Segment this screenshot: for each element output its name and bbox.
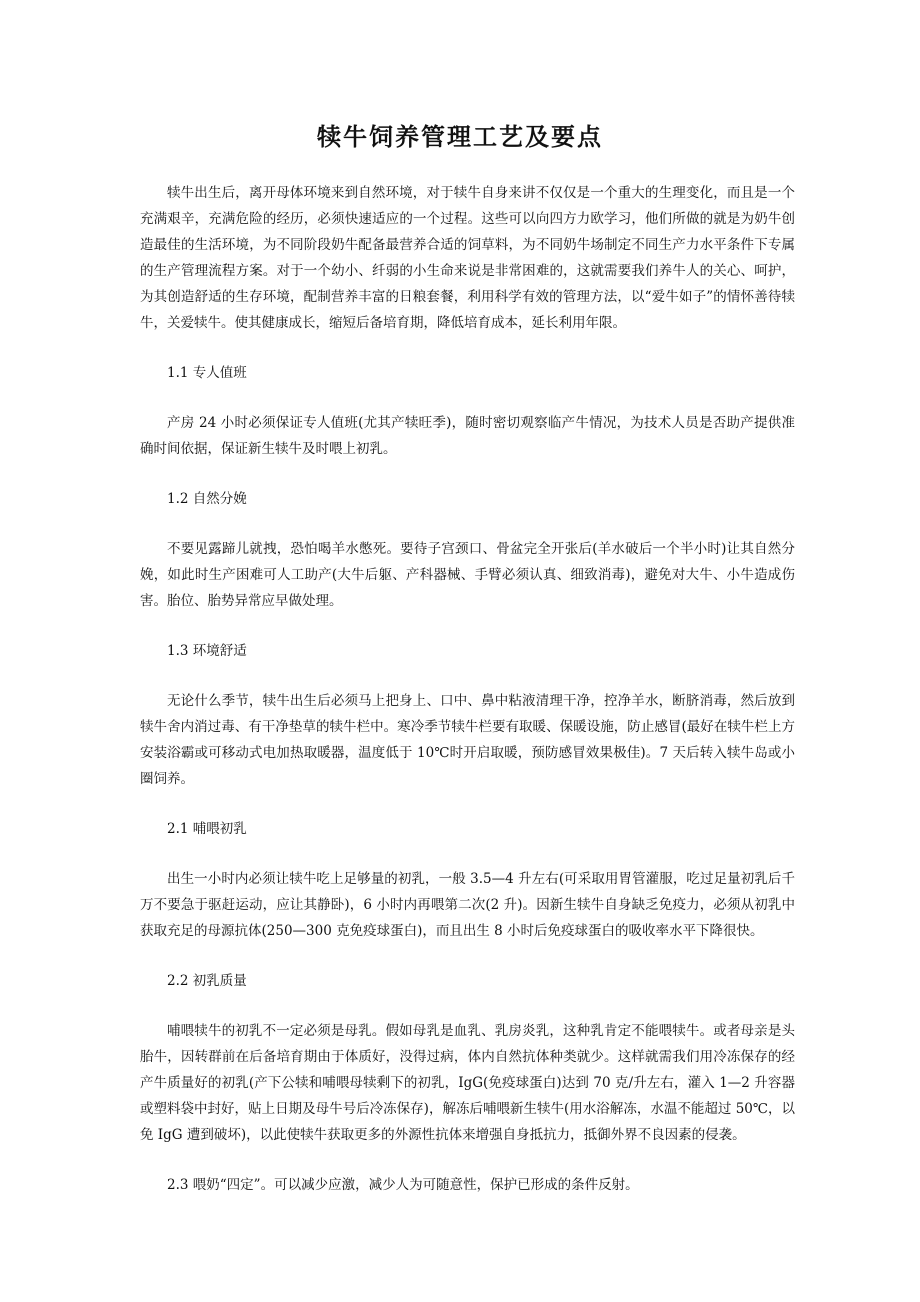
section-text-1-2: 不要见露蹄儿就拽，恐怕喝羊水憋死。要待子宫颈口、骨盆完全开张后(羊水破后一个半小时)让其自然分娩，如此时生产困难可人工助产(大牛后躯、产科器械、手臂必须认真、细致消毒)，避免对大牛、小牛造成伤害。胎位、胎势异常应早做处理。 [140, 541, 795, 609]
section-text-2-1: 出生一小时内必须让犊牛吃上足够量的初乳，一般 3.5—4 升左右(可采取用胃管灌服，吃过足量初乳后千万不要急于驱赶运动，应让其静卧)，6 小时内再喂第二次(2 升)。因新生犊牛自身缺乏免疫力，必须从初乳中获取充足的母源抗体(250—300 克免疫球蛋白)，而且出生 8 小时后免疫球蛋白的吸收率水平下降很快。 [140, 871, 795, 939]
section-text-1-3: 无论什么季节，犊牛出生后必须马上把身上、口中、鼻中粘液清理干净，控净羊水，断脐消毒，然后放到犊牛舍内消过毒、有干净垫草的犊牛栏中。寒冷季节犊牛栏要有取暖、保暖设施，防止感冒(最好在犊牛栏上方安装浴霸或可移动式电加热取暖器，温度低于 10℃时开启取暖，预防感冒效果极佳)。7 天后转入犊牛岛或小圈饲养。 [140, 693, 795, 787]
section-text-2-2: 哺喂犊牛的初乳不一定必须是母乳。假如母乳是血乳、乳房炎乳，这种乳肯定不能喂犊牛。或者母亲是头胎牛，因转群前在后备培育期由于体质好，没得过病，体内自然抗体种类就少。这样就需我们用冷冻保存的经产牛质量好的初乳(产下公犊和哺喂母犊剩下的初乳，IgG(免疫球蛋白)达到 70 克/升左右，灌入 1—2 升容器或塑料袋中封好，贴上日期及母牛号后冷冻保存)，解冻后哺喂新生犊牛(用水浴解冻，水温不能超过 50℃，以免 IgG 遭到破坏)，以此使犊牛获取更多的外源性抗体来增强自身抵抗力，抵御外界不良因素的侵袭。 [140, 1023, 795, 1143]
section-heading-2-2: 2.2 初乳质量 [167, 973, 247, 989]
section-heading-2-1: 2.1 哺喂初乳 [167, 821, 247, 837]
section-heading-2-3: 2.3 喂奶“四定”。可以减少应激，减少人为可随意性，保护已形成的条件反射。 [167, 1177, 639, 1193]
section-heading-1-2: 1.2 自然分娩 [167, 491, 247, 507]
section-heading-1-3: 1.3 环境舒适 [167, 643, 247, 659]
document-title: 犊牛饲养管理工艺及要点 [317, 122, 603, 151]
intro-paragraph: 犊牛出生后，离开母体环境来到自然环境，对于犊牛自身来讲不仅仅是一个重大的生理变化，而且是一个充满艰辛，充满危险的经历，必须快速适应的一个过程。这些可以向四方力欧学习，他们所做的就是为奶牛创造最佳的生活环境，为不同阶段奶牛配备最营养合适的饲草料，为不同奶牛场制定不同生产力水平条件下专属的生产管理流程方案。对于一个幼小、纤弱的小生命来说是非常困难的，这就需要我们养牛人的关心、呵护，为其创造舒适的生存环境，配制营养丰富的日粮套餐，利用科学有效的管理方法，以“爱牛如子”的情怀善待犊牛，关爱犊牛。使其健康成长，缩短后备培育期，降低培育成本，延长利用年限。 [140, 185, 795, 331]
section-heading-1-1: 1.1 专人值班 [167, 365, 247, 381]
document-body [140, 180, 795, 1222]
section-text-1-1: 产房 24 小时必须保证专人值班(尤其产犊旺季)，随时密切观察临产牛情况，为技术人员是否助产提供准确时间依据，保证新生犊牛及时喂上初乳。 [140, 415, 795, 457]
